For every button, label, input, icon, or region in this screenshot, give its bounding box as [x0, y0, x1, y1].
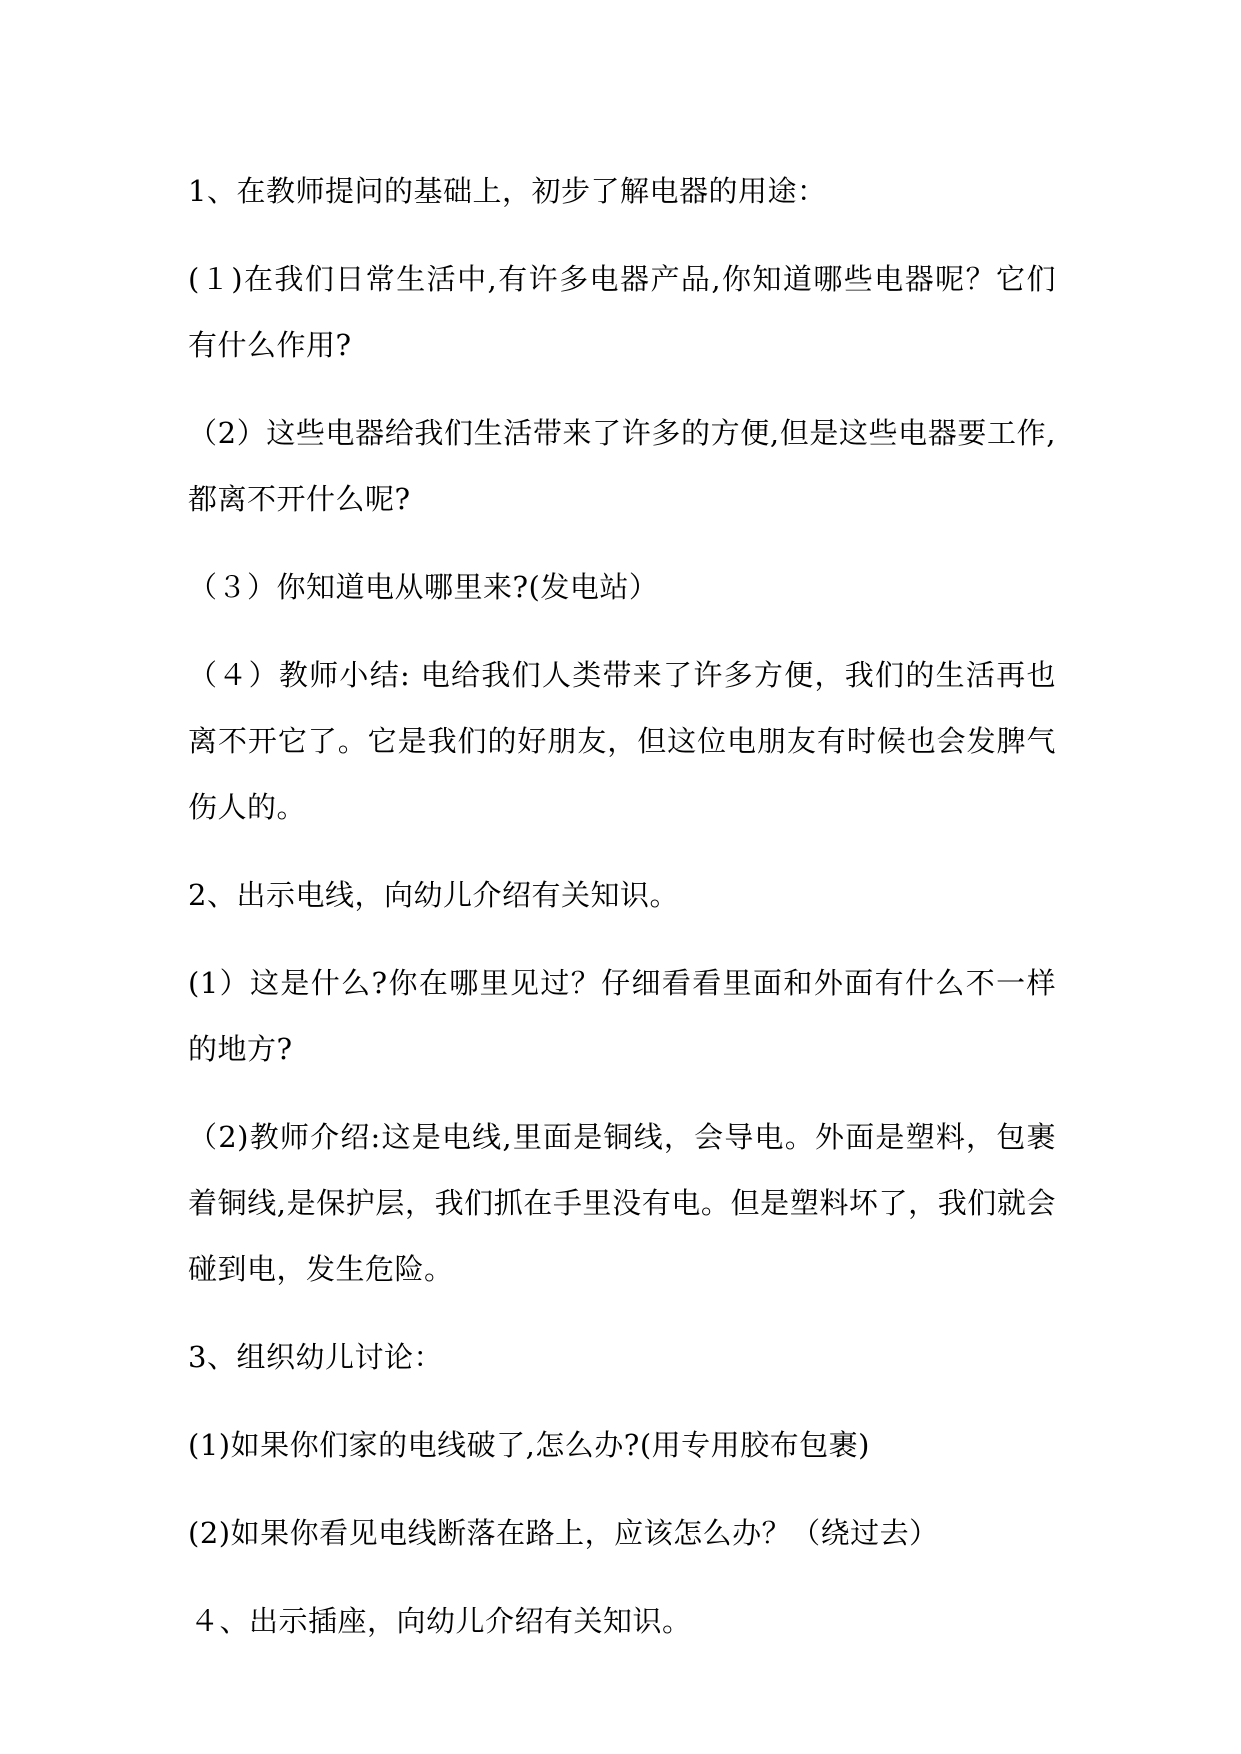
step-1-question-2: （2）这些电器给我们生活带来了许多的方便,但是这些电器要工作,都离不开什么呢?: [188, 416, 1056, 516]
step-1-question-1: (１)在我们日常生活中,有许多电器产品,你知道哪些电器呢？它们有什么作用?: [188, 262, 1056, 362]
step-3-question-1: (1)如果你们家的电线破了,怎么办?(用专用胶布包裹): [188, 1428, 870, 1462]
step-1-question-3: （３）你知道电从哪里来?(发电站）: [188, 570, 659, 604]
step-2-teacher-intro: （2)教师介绍:这是电线,里面是铜线，会导电。外面是塑料，包裹着铜线,是保护层，我们抓在手里没有电。但是塑料坏了，我们就会碰到电，发生危险。: [188, 1120, 1056, 1286]
step-4-heading: ４、出示插座，向幼儿介绍有关知识。: [190, 1604, 692, 1638]
document-body: [188, 158, 1056, 1654]
step-3-heading: 3、组织幼儿讨论：: [188, 1340, 443, 1374]
step-1-heading: 1、在教师提问的基础上，初步了解电器的用途：: [188, 174, 827, 208]
step-1-teacher-summary: （４）教师小结: 电给我们人类带来了许多方便，我们的生活再也离不开它了。它是我们的好朋友，但这位电朋友有时候也会发脾气伤人的。: [188, 658, 1056, 824]
step-2-question-1: (1）这是什么?你在哪里见过？仔细看看里面和外面有什么不一样的地方?: [188, 966, 1056, 1066]
step-2-heading: 2、出示电线，向幼儿介绍有关知识。: [188, 878, 679, 912]
step-3-question-2: (2)如果你看见电线断落在路上，应该怎么办？（绕过去）: [188, 1516, 939, 1550]
